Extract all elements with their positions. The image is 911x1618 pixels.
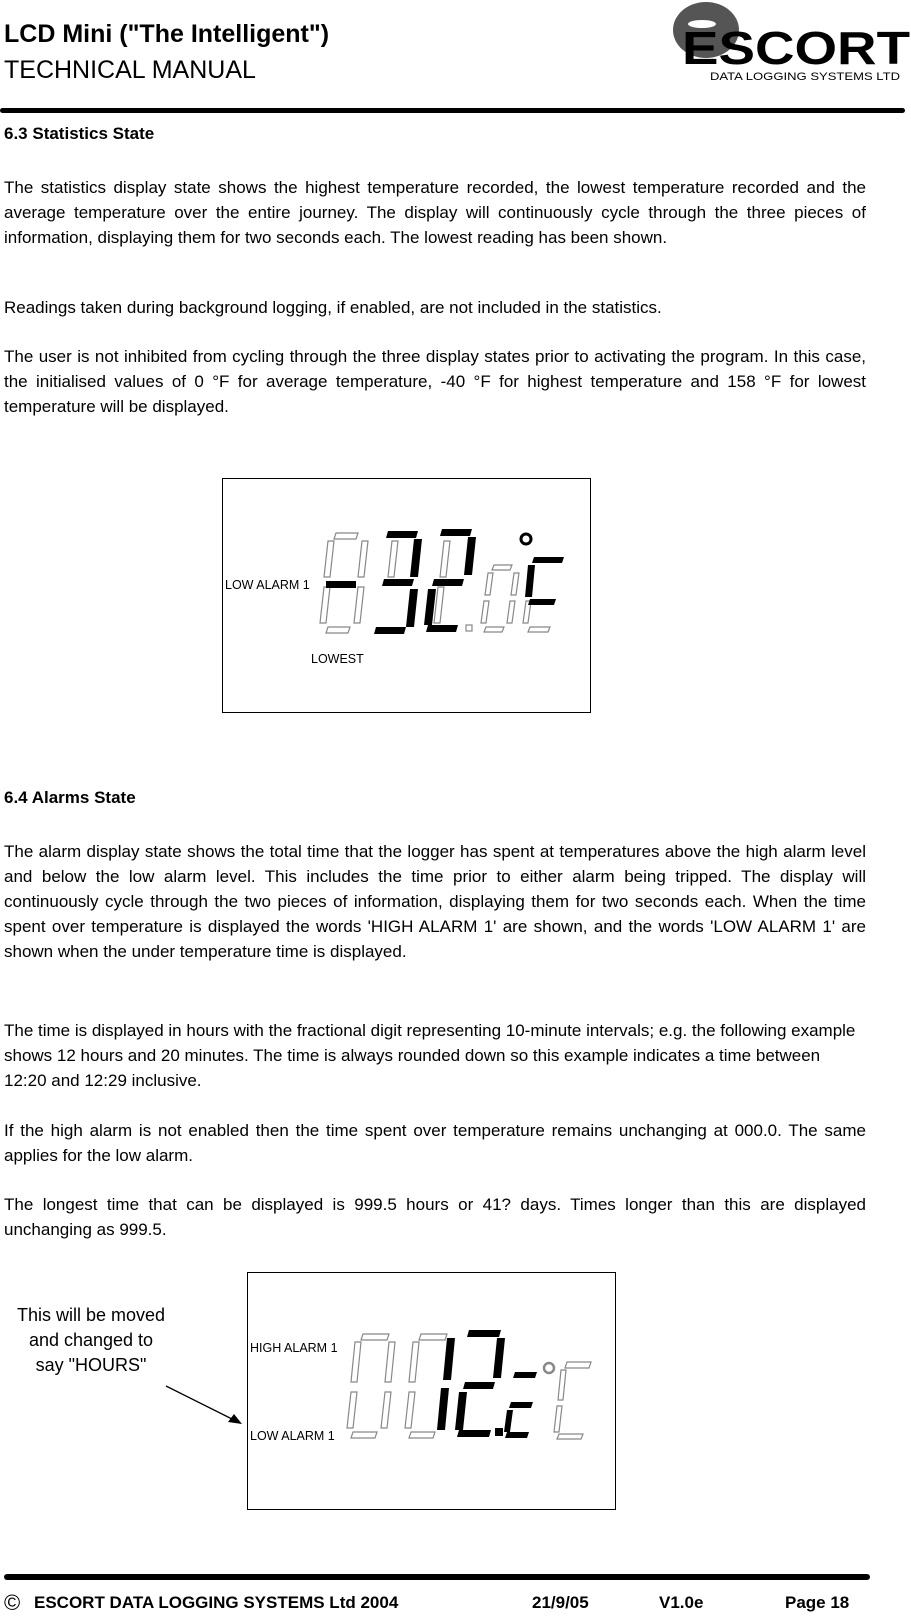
lcd-lowest-label: LOWEST	[311, 652, 364, 666]
lcd-alarms-display	[247, 1272, 616, 1510]
lcd-high-alarm-label: HIGH ALARM 1	[250, 1341, 338, 1355]
copyright-icon: ©	[4, 1590, 21, 1615]
hours-callout-note: This will be moved and changed to say "HOURS"	[16, 1305, 166, 1375]
callout-arrow-icon	[160, 1380, 250, 1430]
footer-version: V1.0e	[659, 1593, 704, 1612]
logo-tagline: DATA LOGGING SYSTEMS LTD	[710, 71, 901, 83]
section-6-3-paragraph-3: The user is not inhibited from cycling through the three display states prior to activating the program. In this case, the initialised values of 0 °F for average temperature, -40 °F for highest temperature and 158 °F for lowest temperature will be displayed.	[4, 347, 866, 416]
document-title: LCD Mini ("The Intelligent")	[4, 20, 330, 48]
footer-date: 21/9/05	[532, 1593, 589, 1612]
section-6-4-paragraph-3: If the high alarm is not enabled then the time spent over temperature remains unchanging at 000.0. The same applies for the low alarm.	[4, 1121, 866, 1165]
lcd-low-alarm-label: LOW ALARM 1	[250, 1429, 335, 1443]
section-6-4-paragraph-2: The time is displayed in hours with the fractional digit representing 10-minute intervals; e.g. the following example shows 12 hours and 20 minutes. The time is always rounded down so this example indicates a time between 12:20 and 12:29 inclusive.	[4, 1021, 856, 1090]
logo-wordmark: ESCORT	[682, 22, 910, 74]
document-subtitle: TECHNICAL MANUAL	[4, 56, 256, 84]
escort-logo	[668, 0, 911, 88]
header-rule	[0, 108, 905, 113]
lcd-reading-graphic	[318, 527, 578, 647]
section-6-4-paragraph-4: The longest time that can be displayed is 999.5 hours or 41? days. Times longer than this are displayed unchanging as 999.5.	[4, 1195, 866, 1239]
section-6-3-paragraph-1: The statistics display state shows the highest temperature recorded, the lowest temperature recorded and the average temperature over the entire journey. The display will continuously cycle through the three pieces of information, displaying them for two seconds each. The lowest reading has been shown.	[4, 178, 866, 247]
footer-company: ESCORT DATA LOGGING SYSTEMS Ltd 2004	[34, 1593, 399, 1612]
section-6-4-heading: 6.4 Alarms State	[4, 788, 136, 807]
footer-rule	[4, 1574, 870, 1580]
lcd-low-alarm-label: LOW ALARM 1	[225, 578, 310, 592]
footer-page-number: Page 18	[785, 1593, 850, 1612]
section-6-3-paragraph-2: Readings taken during background logging, if enabled, are not included in the statistics.	[4, 298, 662, 317]
section-6-4-paragraph-1: The alarm display state shows the total time that the logger has spent at temperatures above the high alarm level and below the low alarm level. This includes the time prior to either alarm being tripped. The display will continuously cycle through the two pieces of information, displaying them for two seconds each. When the time spent over temperature is displayed the words 'HIGH ALARM 1' are shown, and the words 'LOW ALARM 1' are shown when the under temperature time is displayed.	[4, 842, 866, 961]
lcd-statistics-display	[222, 478, 591, 713]
lcd-hours-graphic	[345, 1328, 605, 1458]
section-6-3-heading: 6.3 Statistics State	[4, 124, 155, 143]
